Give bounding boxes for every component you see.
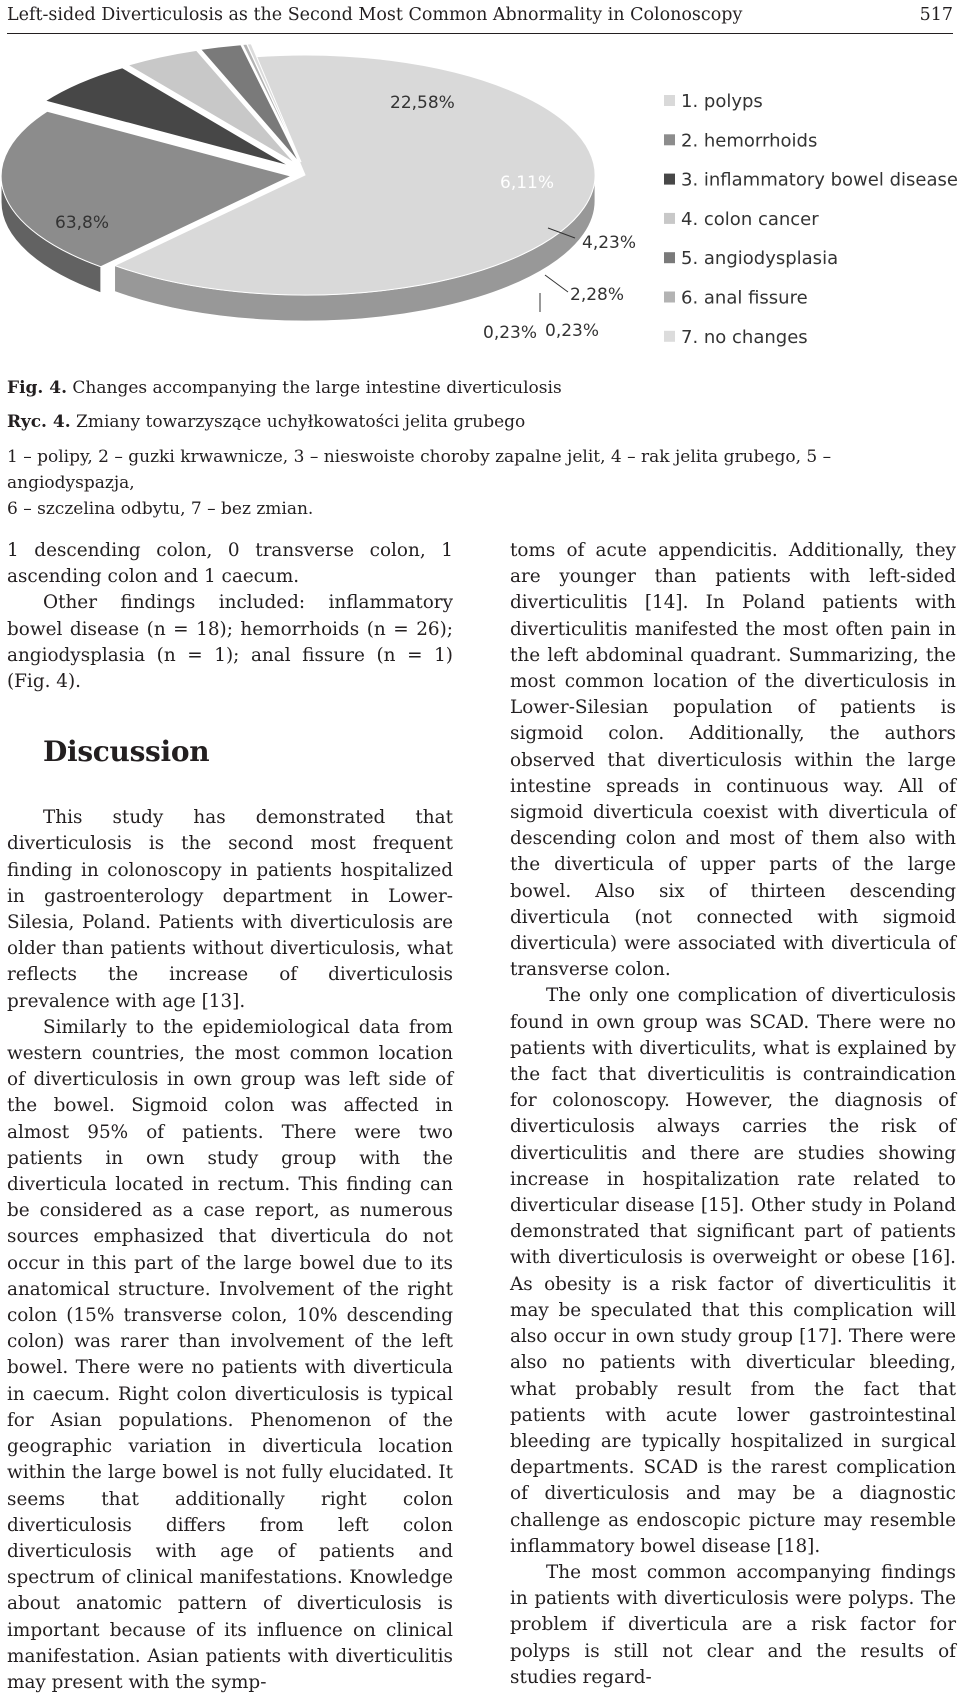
running-head xyxy=(7,4,953,34)
pie-value-label: 0,23% xyxy=(483,323,538,343)
left-column xyxy=(7,538,453,1696)
figure-caption-text: Changes accompanying the large intestine diverticulosis xyxy=(67,378,562,398)
figure-legend-pl xyxy=(7,444,953,522)
leader-line xyxy=(545,275,568,292)
figure-legend-line-1: 1 – polipy, 2 – guzki krwawnicze, 3 – nieswoiste choroby zapalne jelit, 4 – rak jelita grubego, 5 – angiodyspazja, xyxy=(7,447,832,493)
pie-value-label: 4,23% xyxy=(582,233,637,253)
legend-label: 1. polyps xyxy=(681,91,763,112)
paragraph: toms of acute appendicitis. Additionally, they are younger than patients with left-sided diverticulitis [14]. In Poland patients with diverticulitis manifested the most often pain in the left abdominal quadrant. Summarizing, the most common location of the diverticulosis in Lower-Silesian population of patients is sigmoid colon. Additionally, the authors observed that diverticulosis within the large intestine spreads in continuous way. All of sigmoid diverticula coexist with diverticula of descending colon and most of them also with the diverticula of upper parts of the large bowel. Also six of thirteen descending diverticula (not connected with sigmoid diverticula) were associated with diverticula of transverse colon. xyxy=(510,540,956,981)
section-heading-discussion: Discussion xyxy=(43,735,210,769)
header-rule xyxy=(7,33,953,34)
figure-caption-en xyxy=(7,375,953,401)
chart-legend xyxy=(664,91,958,348)
page-number: 517 xyxy=(919,5,953,25)
legend-swatch xyxy=(664,95,675,106)
paragraph: The most common accompanying findings in patients with diverticulosis were polyps. The problem if diverticula are a risk factor for polyps is still not clear and the results of studies regard- xyxy=(510,1561,956,1688)
legend-swatch xyxy=(664,331,675,342)
legend-swatch xyxy=(664,292,675,303)
right-column xyxy=(510,538,956,1691)
figure-caption-pl xyxy=(7,409,953,435)
legend-label: 6. anal fissure xyxy=(681,287,808,309)
legend-label: 3. inflammatory bowel disease xyxy=(681,169,958,191)
figure-legend-line-2: 6 – szczelina odbytu, 7 – bez zmian. xyxy=(7,499,314,519)
pie-value-label: 0,23% xyxy=(545,321,600,341)
legend-swatch xyxy=(664,134,675,145)
paragraph: This study has demonstrated that diverticulosis is the second most frequent finding in colonoscopy in patients hospitalized in gastroenterology department in Lower-Silesia, Poland. Patients with diverticulosis are older than patients without diverticulosis, what reflects the increase of diverticulosis prevalence with age [13]. xyxy=(7,807,453,1012)
pie-value-label: 2,28% xyxy=(570,285,625,305)
legend-swatch xyxy=(664,174,675,185)
legend-label: 2. hemorrhoids xyxy=(681,130,818,152)
figure-label: Fig. 4. xyxy=(7,378,67,398)
legend-label: 5. angiodysplasia xyxy=(681,248,839,270)
legend-label: 7. no changes xyxy=(681,326,808,348)
paragraph: Similarly to the epidemiological data from western countries, the most common location of diverticulosis in own group was left side of the bowel. Sigmoid colon was affected in almost 95% of patients. There were two patients in own study group with the diverticula located in rectum. This finding can be considered as a case report, as numerous sources emphasized that diverticula do not occur in this part of the large bowel due to its anatomical structure. Involvement of the right colon (15% transverse colon, 10% descending colon) was rarer than involvement of the left bowel. There were no patients with diverticula in caecum. Right colon diverticulosis is typical for Asian populations. Phenomenon of the geographic variation in diverticula location within the large bowel is not fully elucidated. It seems that additionally right colon diverticulosis differs from left colon diverticulosis with age of patients and spectrum of clinical manifestations. Knowledge about anatomic pattern of diverticulosis is important because of its influence on clinical manifestation. Asian patients with diverticulitis may present with the symp- xyxy=(7,1016,453,1693)
paragraph: Other findings included: inflammatory bowel disease (n = 18); hemorrhoids (n = 26); angiodysplasia (n = 1); anal fissure (n = 1) (Fig. 4). xyxy=(7,592,453,693)
pie-value-label: 63,8% xyxy=(55,213,110,233)
pie-value-label: 22,58% xyxy=(390,93,455,113)
legend-label: 4. colon cancer xyxy=(681,208,819,230)
figure-label-pl: Ryc. 4. xyxy=(7,412,71,432)
figure-caption-text-pl: Zmiany towarzyszące uchyłkowatości jelita grubego xyxy=(70,412,526,432)
paragraph: 1 descending colon, 0 transverse colon, 1 ascending colon and 1 caecum. xyxy=(7,540,453,588)
running-head-title: Left-sided Diverticulosis as the Second Most Common Abnormality in Colonoscopy xyxy=(7,5,743,25)
legend-swatch xyxy=(664,213,675,224)
pie-chart xyxy=(0,40,960,370)
legend-swatch xyxy=(664,252,675,263)
pie-value-label: 6,11% xyxy=(500,173,555,193)
paragraph: The only one complication of diverticulosis found in own group was SCAD. There were no patients with diverticulits, what is explained by the fact that diverticulitis is contraindication for colonoscopy. However, the diagnosis of diverticulosis always carries the risk of diverticulitis and there are studies showing increase in hospitalization rate related to diverticular disease [15]. Other study in Poland demonstrated that significant part of patients with diverticulosis is overweight or obese [16]. As obesity is a risk factor of diverticulitis it may be speculated that this complication will also occur in own study group [17]. There were also no patients with diverticular bleeding, what probably result from the fact that patients with acute lower gastrointestinal bleeding are typically hospitalized in surgical departments. SCAD is the rarest complication of diverticulosis and may be a diagnostic challenge as endoscopic picture may resemble inflammatory bowel disease [18]. xyxy=(510,985,956,1557)
